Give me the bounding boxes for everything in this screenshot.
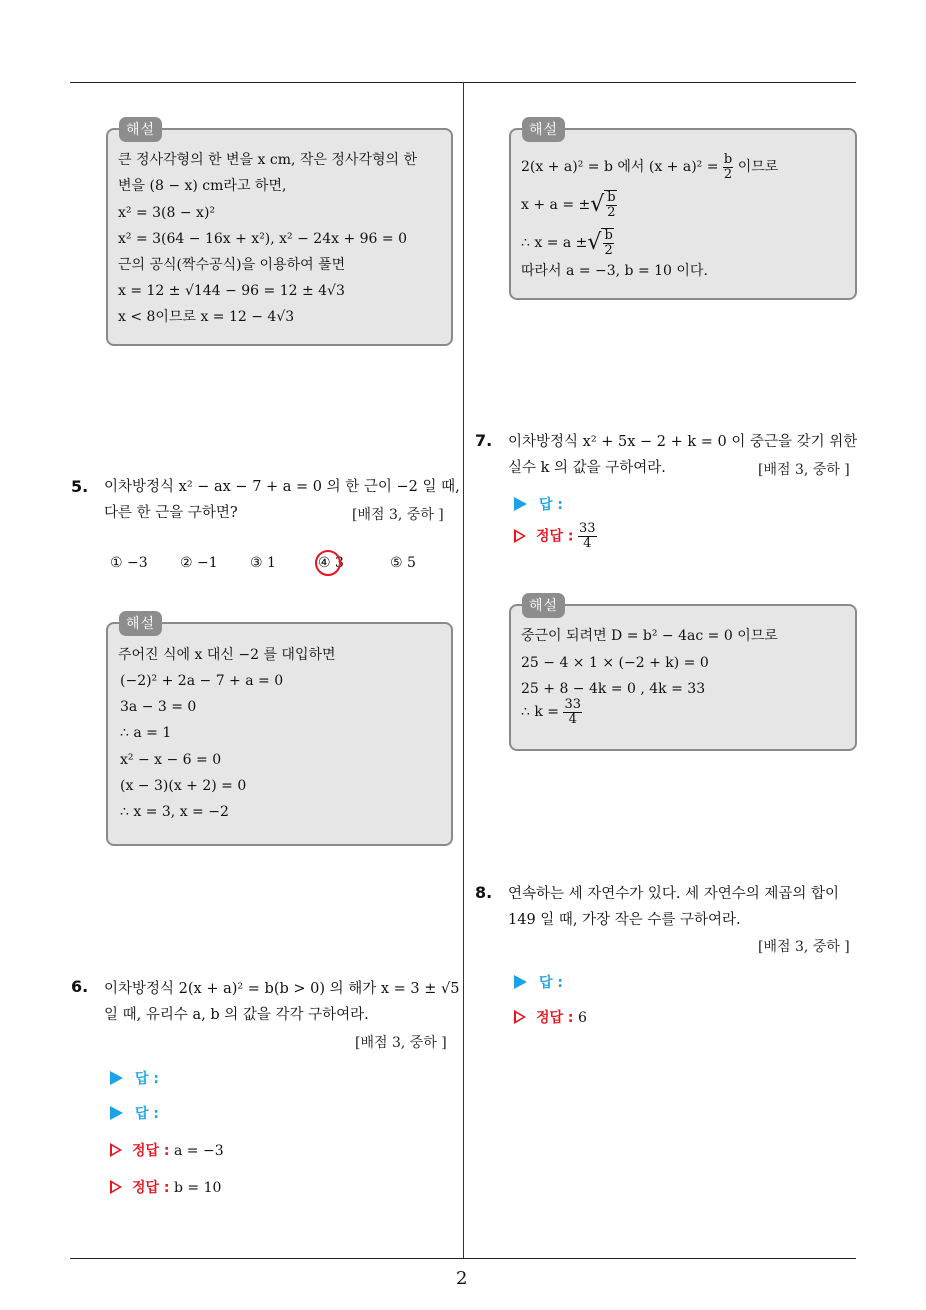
points-label: [배점 3, 중하 ]: [758, 462, 850, 478]
correct-arrow-icon: [110, 1143, 122, 1157]
answer-field[interactable]: 답 :: [514, 494, 563, 514]
explanation-line: (−2)² + 2a − 7 + a = 0: [120, 673, 284, 689]
explanation-tag: 해설: [522, 593, 565, 618]
question-text: 실수 k 의 값을 구하여라.: [508, 460, 666, 476]
choice-1[interactable]: ① −3: [110, 555, 148, 571]
question-text: 일 때, 유리수 a, b 의 값을 각각 구하여라.: [104, 1007, 369, 1023]
explanation-line: 근의 공식(짝수공식)을 이용하여 풀면: [118, 257, 346, 273]
explanation-line: 주어진 식에 x 대신 −2 를 대입하면: [118, 647, 336, 663]
correct-arrow-icon: [110, 1180, 122, 1194]
question-text: 다른 한 근을 구하면?: [104, 505, 238, 521]
choice-5[interactable]: ⑤ 5: [390, 555, 416, 571]
column-divider: [463, 82, 464, 1258]
explanation-line: 중근이 되려면 D = b² − 4ac = 0 이므로: [521, 628, 778, 644]
explanation-line: 큰 정사각형의 한 변을 x cm, 작은 정사각형의 한: [118, 152, 417, 168]
correct-answer: 정답 : $\frac{33}{4}$: [514, 522, 597, 551]
question-text: 이차방정식 2(x + a)² = b(b > 0) 의 해가 x = 3 ± √5: [104, 981, 460, 997]
explanation-line: x < 8이므로 x = 12 − 4√3: [118, 309, 295, 325]
question-text: 149 일 때, 가장 작은 수를 구하여라.: [508, 912, 741, 928]
choice-4[interactable]: ④ 3: [318, 555, 344, 571]
answer-field[interactable]: 답 :: [514, 972, 563, 992]
answer-arrow-icon: [110, 1071, 123, 1085]
correct-answer-2: 정답 : b = 10: [110, 1177, 221, 1197]
answer-arrow-icon: [514, 497, 527, 511]
points-label: [배점 3, 중하 ]: [355, 1035, 447, 1051]
answer-arrow-icon: [514, 975, 527, 989]
answer-arrow-icon: [110, 1106, 123, 1120]
explanation-line: x² − x − 6 = 0: [120, 752, 222, 768]
points-label: [배점 3, 중하 ]: [352, 507, 444, 523]
question-text: 이차방정식 x² − ax − 7 + a = 0 의 한 근이 −2 일 때,: [104, 479, 460, 495]
question-number: 8.: [475, 883, 493, 902]
explanation-tag: 해설: [119, 611, 162, 636]
page-number: 2: [456, 1268, 468, 1289]
explanation-line: x = 12 ± √144 − 96 = 12 ± 4√3: [118, 283, 345, 299]
correct-answer: 정답 : 6: [514, 1007, 587, 1027]
explanation-line: x² = 3(8 − x)²: [118, 205, 216, 221]
answer-field-1[interactable]: 답 :: [110, 1068, 159, 1088]
choice-3[interactable]: ③ 1: [250, 555, 276, 571]
explanation-line: ∴ k = $\frac{33}{4}$: [521, 696, 582, 727]
explanation-line: 변을 (8 − x) cm라고 하면,: [118, 178, 287, 194]
correct-arrow-icon: [514, 1010, 526, 1024]
explanation-line: (x − 3)(x + 2) = 0: [120, 778, 247, 794]
selected-answer-circle: [315, 550, 341, 576]
question-text: 연속하는 세 자연수가 있다. 세 자연수의 제곱의 합이: [508, 886, 840, 902]
question-number: 5.: [71, 477, 89, 496]
explanation-line: ∴ a = 1: [120, 725, 172, 741]
question-text: 이차방정식 x² + 5x − 2 + k = 0 이 중근을 갖기 위한: [508, 434, 858, 450]
question-number: 7.: [475, 431, 493, 450]
explanation-line: 25 − 4 × 1 × (−2 + k) = 0: [521, 655, 709, 671]
explanation-tag: 해설: [119, 117, 162, 142]
answer-field-2[interactable]: 답 :: [110, 1103, 159, 1123]
explanation-tag: 해설: [522, 117, 565, 142]
explanation-line: 3a − 3 = 0: [120, 699, 197, 715]
explanation-line: 따라서 a = −3, b = 10 이다.: [521, 263, 708, 279]
explanation-line: x² = 3(64 − 16x + x²), x² − 24x + 96 = 0: [118, 231, 407, 247]
bottom-rule: [70, 1258, 856, 1259]
explanation-line: 2(x + a)² = b 에서 (x + a)² = $\frac{b}{2}$ 이므로: [521, 151, 779, 182]
explanation-line: x + a = ±√ $\frac{b}{2}$: [521, 190, 616, 220]
explanation-line: ∴ x = a ±√ $\frac{b}{2}$: [521, 228, 613, 258]
explanation-line: ∴ x = 3, x = −2: [120, 804, 229, 820]
points-label: [배점 3, 중하 ]: [758, 939, 850, 955]
choice-2[interactable]: ② −1: [180, 555, 218, 571]
question-number: 6.: [71, 977, 89, 996]
correct-arrow-icon: [514, 529, 526, 543]
correct-answer-1: 정답 : a = −3: [110, 1140, 224, 1160]
explanation-line: 25 + 8 − 4k = 0 , 4k = 33: [521, 681, 706, 697]
